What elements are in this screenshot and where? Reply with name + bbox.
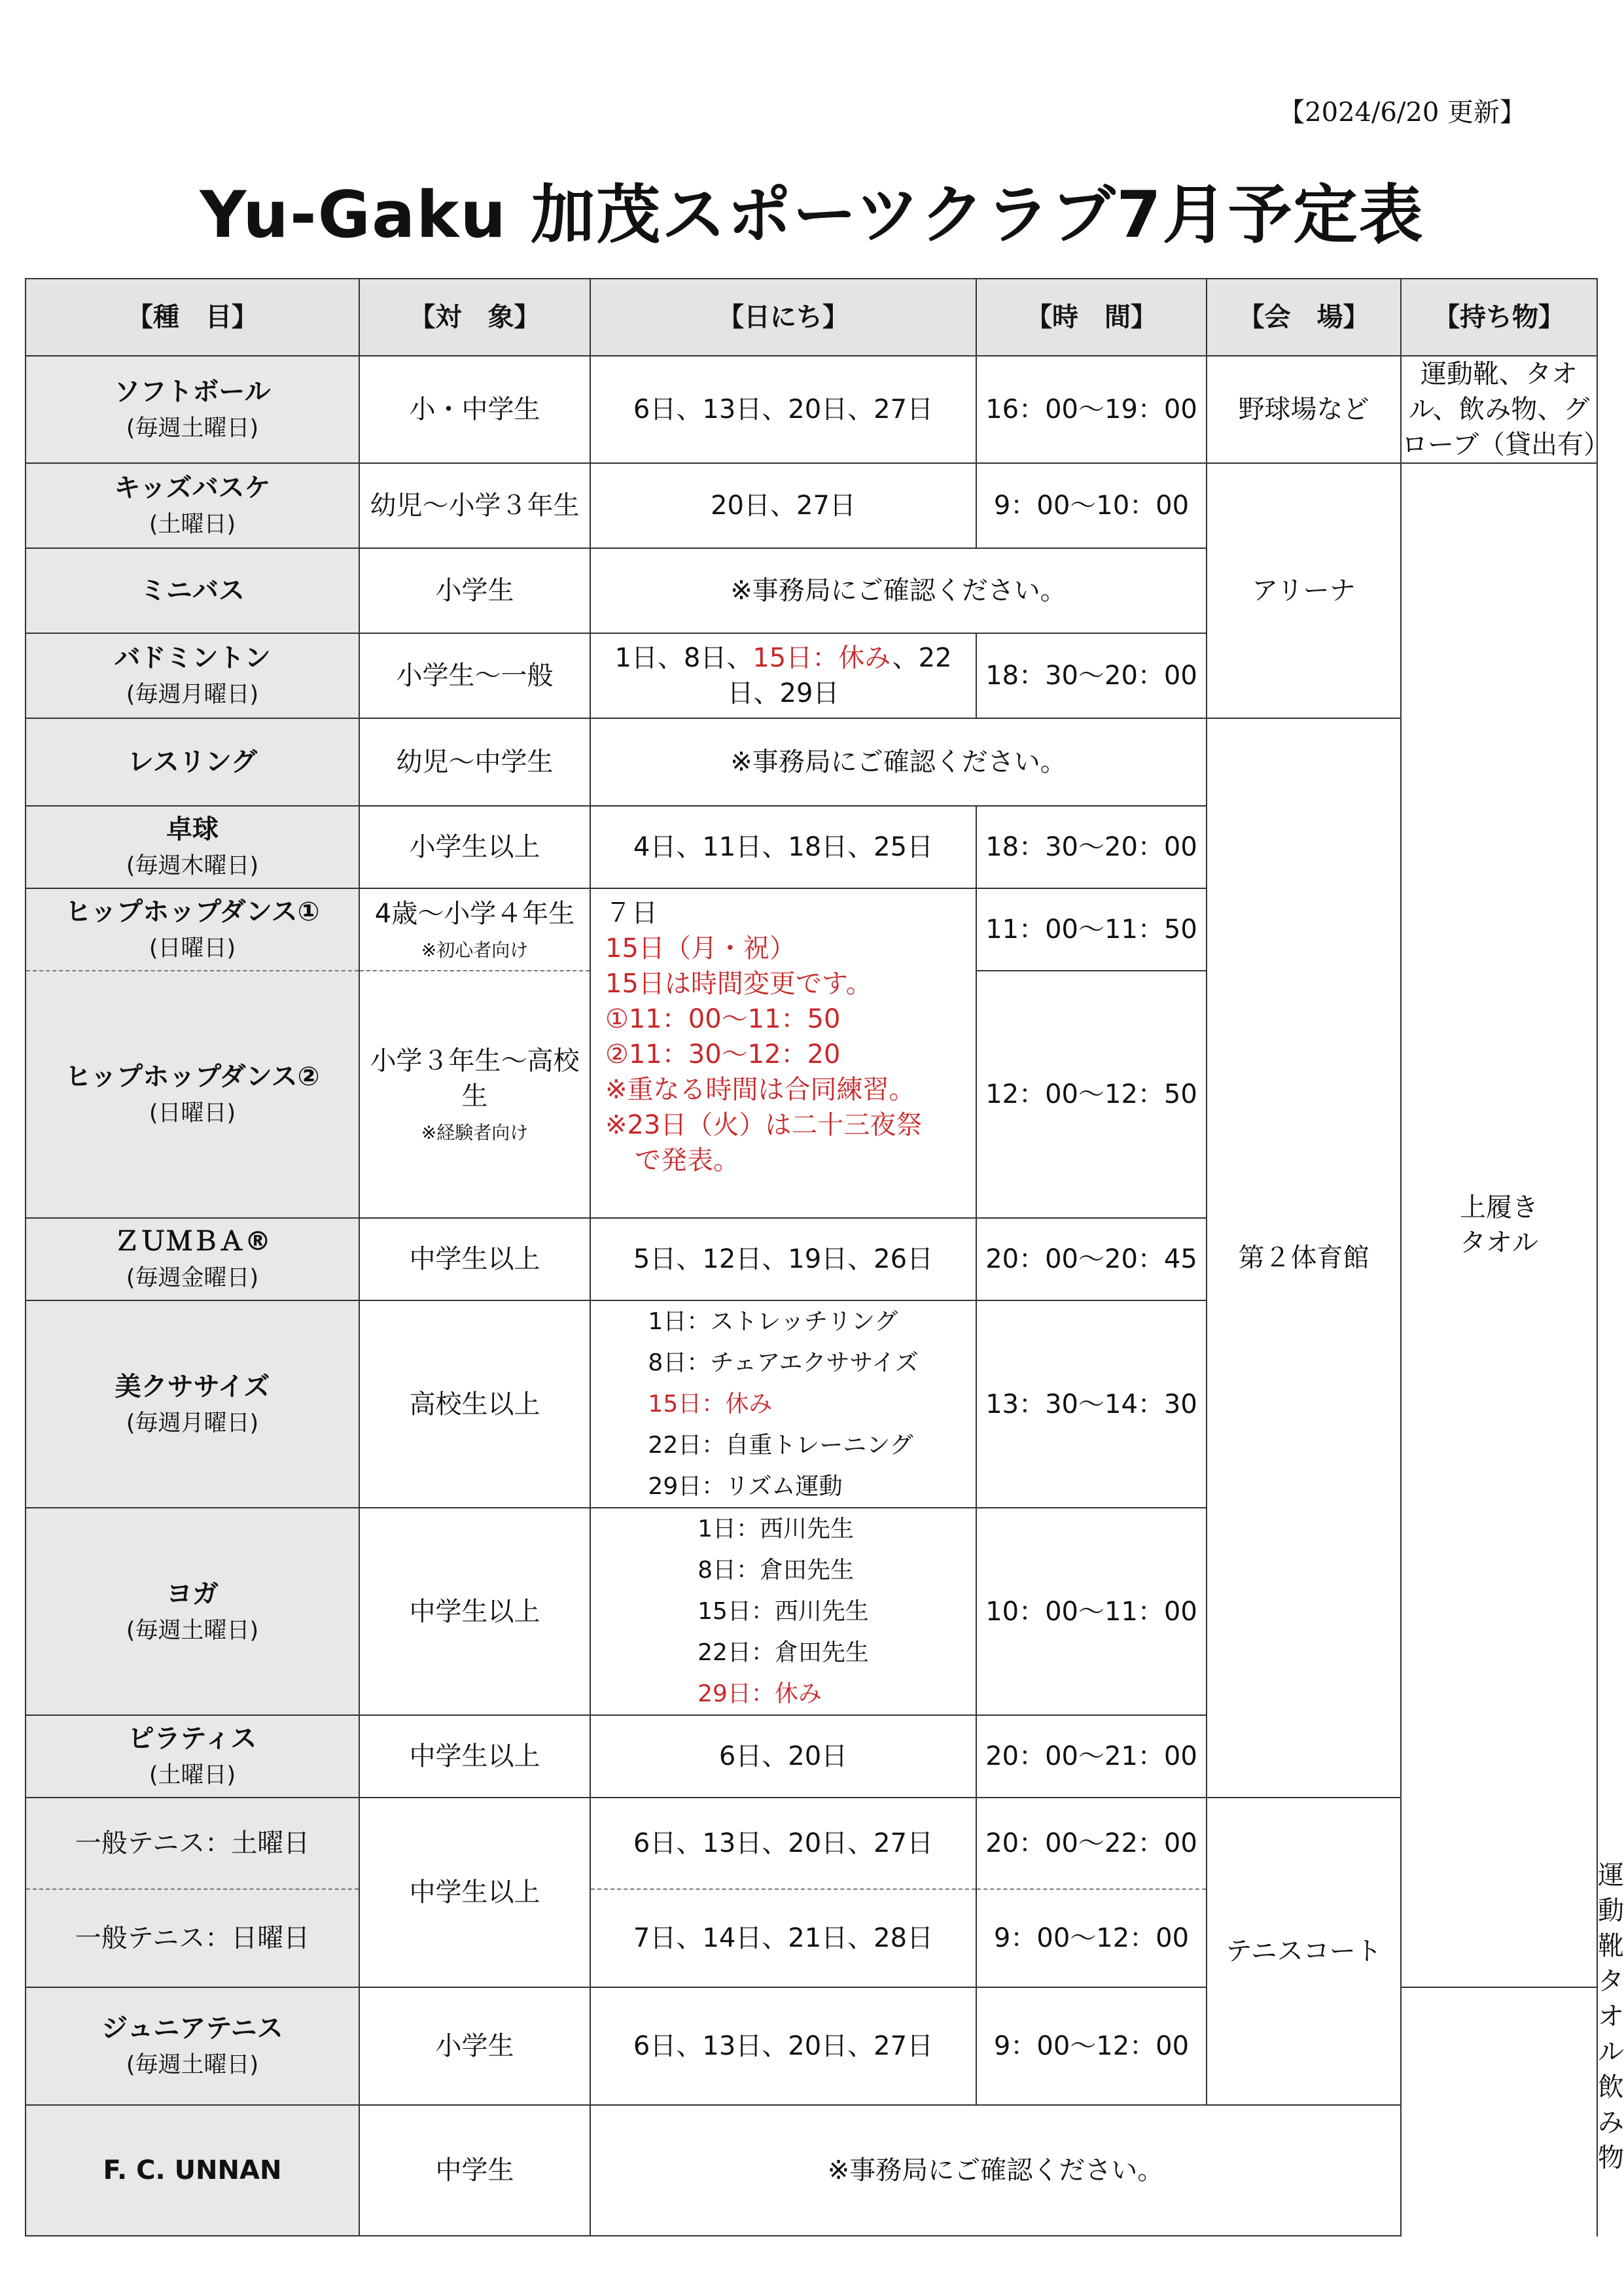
time-cell: 9：00～12：00 bbox=[976, 1889, 1207, 1987]
event-tennis-sun: 一般テニス：日曜日 bbox=[26, 1889, 359, 1987]
time-cell: 11：00～11：50 bbox=[976, 888, 1207, 971]
items-line: 運動靴 bbox=[1598, 1860, 1624, 1961]
time-cell: 9：00～12：00 bbox=[976, 1987, 1207, 2105]
time-cell: 9：00～10：00 bbox=[976, 463, 1207, 548]
time-cell: 16：00～19：00 bbox=[976, 356, 1207, 463]
hiphop-date-line: 15日は時間変更です。 bbox=[605, 969, 872, 999]
event-hiphop2 bbox=[26, 971, 359, 1218]
event-fc-unnan: F. C. UNNAN bbox=[26, 2105, 359, 2236]
event-sub: (毎週土曜日) bbox=[126, 2052, 259, 2079]
event-sub: (毎週土曜日) bbox=[126, 1617, 259, 1644]
time-cell: 13：30～14：30 bbox=[976, 1300, 1207, 1508]
event-bikusa bbox=[26, 1300, 359, 1508]
hiphop-date-line: ※23日（火）は二十三夜祭 bbox=[605, 1110, 923, 1140]
page-title: Yu-Gaku 加茂スポーツクラブ7月予定表 bbox=[200, 178, 1424, 252]
event-sub: (毎週金曜日) bbox=[126, 1265, 259, 1292]
target-cell: 中学生以上 bbox=[359, 1508, 590, 1715]
target-cell: 小・中学生 bbox=[359, 356, 590, 463]
event-pilates bbox=[26, 1715, 359, 1798]
target-cell: 小学生 bbox=[359, 1987, 590, 2105]
event-name: ヒップホップダンス① bbox=[65, 897, 320, 928]
event-hiphop1 bbox=[26, 888, 359, 971]
target-cell: 中学生以上 bbox=[359, 1218, 590, 1300]
schedule-line: 22日：倉田先生 bbox=[697, 1639, 869, 1666]
dates-rest-day: 15日：休み bbox=[752, 643, 892, 673]
event-badminton bbox=[26, 633, 359, 718]
dates-cell bbox=[590, 633, 976, 718]
schedule-line: 8日：倉田先生 bbox=[697, 1557, 854, 1584]
event-tennis-sat: 一般テニス：土曜日 bbox=[26, 1798, 359, 1889]
event-sub: (毎週月曜日) bbox=[126, 682, 259, 708]
dates-cell: 5日、12日、19日、26日 bbox=[590, 1218, 976, 1300]
time-cell: 18：30～20：00 bbox=[976, 806, 1207, 888]
schedule-table bbox=[25, 278, 1624, 2236]
header-row bbox=[26, 279, 1597, 356]
header-time: 【時 間】 bbox=[976, 279, 1207, 356]
event-sub: (日曜日) bbox=[149, 935, 236, 962]
dates-cell: 7日、14日、21日、28日 bbox=[590, 1889, 976, 1987]
event-tabletennis bbox=[26, 806, 359, 888]
target-note: ※経験者向け bbox=[421, 1122, 529, 1144]
hiphop-date-line: ７日 bbox=[605, 898, 658, 928]
items-line: 飲み物 bbox=[1598, 2072, 1624, 2173]
header-venue: 【会 場】 bbox=[1207, 279, 1401, 356]
header-items: 【持ち物】 bbox=[1401, 279, 1597, 356]
event-sub: (毎週木曜日) bbox=[126, 853, 259, 880]
table-row bbox=[26, 2105, 1597, 2236]
event-sub: (日曜日) bbox=[149, 1100, 236, 1127]
event-junior-tennis bbox=[26, 1987, 359, 2105]
schedule-line: 29日：リズム運動 bbox=[648, 1473, 843, 1500]
dates-cell: 6日、13日、20日、27日 bbox=[590, 1798, 976, 1889]
event-name: ピラティス bbox=[128, 1724, 257, 1754]
event-name: ヨガ bbox=[166, 1578, 219, 1609]
event-kidsbasket bbox=[26, 463, 359, 548]
event-zumba bbox=[26, 1218, 359, 1300]
hiphop-date-line: ②11：30～12：20 bbox=[605, 1039, 841, 1070]
note-cell: ※事務局にご確認ください。 bbox=[590, 548, 1207, 633]
target-cell: 幼児～中学生 bbox=[359, 718, 590, 806]
time-cell: 20：00～22：00 bbox=[976, 1798, 1207, 1889]
target-text: 小学３年生～高校生 bbox=[370, 1046, 580, 1112]
venue-tennis-court: テニスコート bbox=[1207, 1798, 1401, 2105]
target-note: ※初心者向け bbox=[421, 939, 529, 962]
event-wrestling: レスリング bbox=[26, 718, 359, 806]
event-name: ＺＵＭＢＡ® bbox=[114, 1226, 271, 1257]
items-cell: 運動靴、タオル、飲み物、グローブ（貸出有） bbox=[1401, 356, 1597, 463]
event-name: 卓球 bbox=[166, 814, 219, 845]
time-cell: 12：00～12：50 bbox=[976, 971, 1207, 1218]
target-cell: 中学生 bbox=[359, 2105, 590, 2236]
event-sub: (土曜日) bbox=[149, 512, 236, 538]
venue-gym2: 第２体育館 bbox=[1207, 718, 1401, 1798]
dates-part: 1日、8日、 bbox=[614, 643, 753, 673]
event-name: ソフトボール bbox=[114, 377, 271, 408]
dates-cell: 20日、27日 bbox=[590, 463, 976, 548]
event-name: ジュニアテニス bbox=[101, 2013, 283, 2044]
items-line: タオル bbox=[1460, 1228, 1538, 1258]
target-cell: 小学生 bbox=[359, 548, 590, 633]
hiphop-date-line: 15日（月・祝） bbox=[605, 933, 796, 964]
hiphop-date-line: ※重なる時間は合同練習。 bbox=[605, 1075, 915, 1105]
target-cell: 中学生以上 bbox=[359, 1798, 590, 1987]
event-sub: (毎週月曜日) bbox=[126, 1410, 259, 1436]
dates-cell: 6日、13日、20日、27日 bbox=[590, 1987, 976, 2105]
time-cell: 10：00～11：00 bbox=[976, 1508, 1207, 1715]
event-yoga bbox=[26, 1508, 359, 1715]
event-sub: (土曜日) bbox=[149, 1762, 236, 1789]
target-cell: 小学生～一般 bbox=[359, 633, 590, 718]
event-softball bbox=[26, 356, 359, 463]
schedule-line: 22日：自重トレーニング bbox=[648, 1432, 913, 1459]
event-name: 美クササイズ bbox=[115, 1371, 270, 1402]
schedule-line: 15日：西川先生 bbox=[697, 1598, 869, 1625]
dates-cell: 4日、11日、18日、25日 bbox=[590, 806, 976, 888]
target-cell: 高校生以上 bbox=[359, 1300, 590, 1508]
items-line: タオル bbox=[1598, 1966, 1624, 2067]
event-name: バドミントン bbox=[114, 643, 271, 674]
target-text: 4歳～小学４年生 bbox=[374, 899, 575, 930]
table-row bbox=[26, 463, 1597, 548]
target-cell: 幼児～小学３年生 bbox=[359, 463, 590, 548]
dates-cell bbox=[590, 1508, 976, 1715]
note-cell: ※事務局にご確認ください。 bbox=[590, 2105, 1401, 2236]
dates-cell: 6日、20日 bbox=[590, 1715, 976, 1798]
time-cell: 20：00～20：45 bbox=[976, 1218, 1207, 1300]
dates-cell bbox=[590, 1300, 976, 1508]
note-cell: ※事務局にご確認ください。 bbox=[590, 718, 1207, 806]
table-row bbox=[26, 356, 1597, 463]
schedule-line: 15日：休み bbox=[648, 1391, 773, 1418]
hiphop-date-line: で発表。 bbox=[635, 1145, 739, 1175]
time-cell: 18：30～20：00 bbox=[976, 633, 1207, 718]
update-note: 【2024/6/20 更新】 bbox=[1279, 97, 1526, 128]
header-dates: 【日にち】 bbox=[590, 279, 976, 356]
venue-arena: アリーナ bbox=[1207, 463, 1401, 718]
event-name: キッズバスケ bbox=[114, 473, 271, 504]
dates-part: 、22日、29日 bbox=[727, 643, 952, 708]
target-cell bbox=[359, 971, 590, 1218]
header-target: 【対 象】 bbox=[359, 279, 590, 356]
event-name: ヒップホップダンス② bbox=[65, 1062, 320, 1092]
header-event: 【種 目】 bbox=[26, 279, 359, 356]
items-line: 上履き bbox=[1460, 1192, 1538, 1223]
table-row bbox=[26, 1798, 1597, 1889]
event-minibasket: ミニバス bbox=[26, 548, 359, 633]
schedule-line: 1日：ストレッチリング bbox=[648, 1308, 898, 1335]
table-row bbox=[26, 718, 1597, 806]
hiphop-dates-cell bbox=[590, 888, 976, 1218]
event-sub: (毎週土曜日) bbox=[126, 415, 259, 442]
target-cell: 小学生以上 bbox=[359, 806, 590, 888]
schedule-line: 8日：チェアエクササイズ bbox=[648, 1349, 919, 1376]
dates-cell: 6日、13日、20日、27日 bbox=[590, 356, 976, 463]
hiphop-date-line: ①11：00～11：50 bbox=[605, 1004, 841, 1034]
schedule-line: 1日：西川先生 bbox=[697, 1516, 854, 1542]
time-cell: 20：00～21：00 bbox=[976, 1715, 1207, 1798]
target-cell: 中学生以上 bbox=[359, 1715, 590, 1798]
items-uwabaki bbox=[1401, 463, 1597, 1987]
target-cell bbox=[359, 888, 590, 971]
venue-cell: 野球場など bbox=[1207, 356, 1401, 463]
schedule-line: 29日：休み bbox=[697, 1680, 822, 1707]
